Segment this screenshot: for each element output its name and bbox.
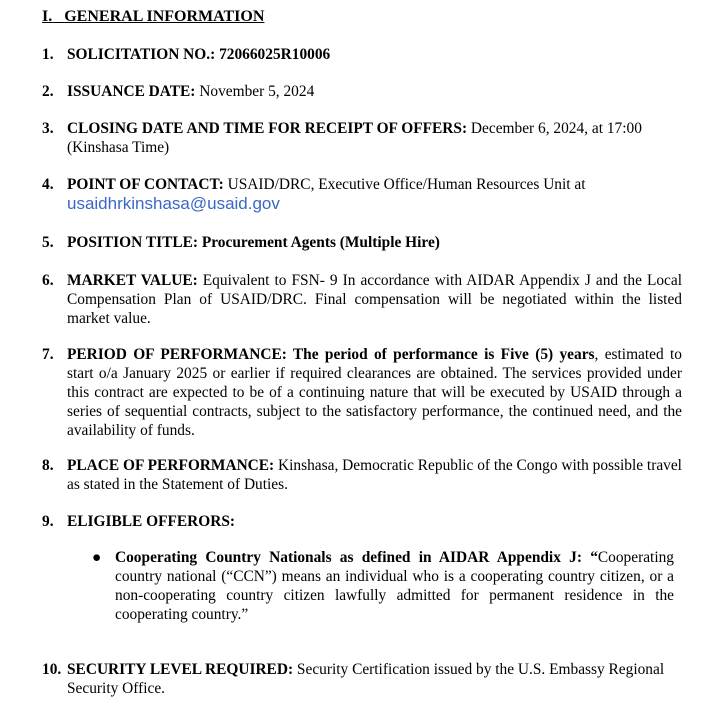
item-point-of-contact — [42, 175, 682, 214]
item-text: November 5, 2024 — [195, 83, 315, 100]
item-eligible-offerors — [42, 512, 682, 531]
item-position-title — [42, 233, 682, 252]
section-heading — [42, 8, 264, 26]
item-label: PLACE OF PERFORMANCE: — [67, 457, 275, 474]
section-title: GENERAL INFORMATION — [64, 8, 265, 25]
item-place-of-performance — [42, 456, 682, 494]
item-label: CLOSING DATE AND TIME FOR RECEIPT OF OFFERS: — [67, 120, 468, 137]
item-label: MARKET VALUE: — [67, 272, 198, 289]
item-text: Equivalent to FSN- 9 In accordance with AIDAR Appendix J and the Local Compensation Plan of USAID/DRC. Final compensation will be negotiated within the listed market value. — [67, 272, 682, 327]
item-number: 5. — [42, 234, 54, 251]
item-number: 4. — [42, 176, 54, 193]
item-number: 9. — [42, 513, 54, 530]
item-label: ISSUANCE DATE: — [67, 83, 196, 100]
bullet-label: Cooperating Country Nationals as defined in AIDAR Appendix J: “ — [115, 549, 598, 566]
item-security-level — [42, 660, 682, 698]
item-text: USAID/DRC, Executive Office/Human Resources Unit at — [223, 176, 586, 193]
item-market-value — [42, 271, 682, 328]
item-label: POSITION TITLE: Procurement Agents (Multiple Hire) — [67, 234, 440, 251]
item-text: Kinshasa, Democratic Republic of the Congo with possible travel as stated in the Statement of Duties. — [67, 457, 682, 493]
bullet-dot-icon: ● — [92, 549, 102, 566]
item-number: 10. — [42, 661, 62, 678]
item-number: 3. — [42, 120, 54, 137]
item-closing-date — [42, 119, 682, 157]
item-number: 6. — [42, 272, 54, 289]
item-number: 8. — [42, 457, 54, 474]
item-label: SOLICITATION NO.: 72066025R10006 — [67, 46, 331, 63]
section-numeral: I. — [42, 8, 53, 25]
item-label: POINT OF CONTACT: — [67, 176, 224, 193]
item-label: ELIGIBLE OFFERORS: — [67, 513, 236, 530]
item-number: 7. — [42, 346, 54, 363]
item-number: 2. — [42, 83, 54, 100]
bullet-ccn-definition — [92, 548, 674, 624]
item-text: , estimated to start o/a January 2025 or earlier if required clearances are obtained. The services provided under this contract are expected to be of a continuing nature that will be executed by USAID through a series of sequential contracts, subject to the satisfactory performance, the continued need, and the availability of funds. — [67, 346, 682, 439]
bullet-text: Cooperating country national (“CCN”) means an individual who is a cooperating country citizen, or a non-cooperating country citizen lawfully admitted for permanent residence in the cooperating country.” — [115, 549, 674, 623]
item-label: SECURITY LEVEL REQUIRED: — [67, 661, 294, 678]
item-issuance-date — [42, 82, 682, 101]
item-period-of-performance — [42, 345, 682, 440]
contact-email-link[interactable]: usaidhrkinshasa@usaid.gov — [67, 194, 280, 213]
item-solicitation-no — [42, 45, 682, 64]
item-text: Security Certification issued by the U.S. Embassy Regional Security Office. — [67, 661, 665, 697]
item-number: 1. — [42, 46, 54, 63]
item-text: December 6, 2024, at 17:00 (Kinshasa Time) — [67, 120, 642, 156]
item-label: PERIOD OF PERFORMANCE: The period of performance is Five (5) years — [67, 346, 595, 363]
